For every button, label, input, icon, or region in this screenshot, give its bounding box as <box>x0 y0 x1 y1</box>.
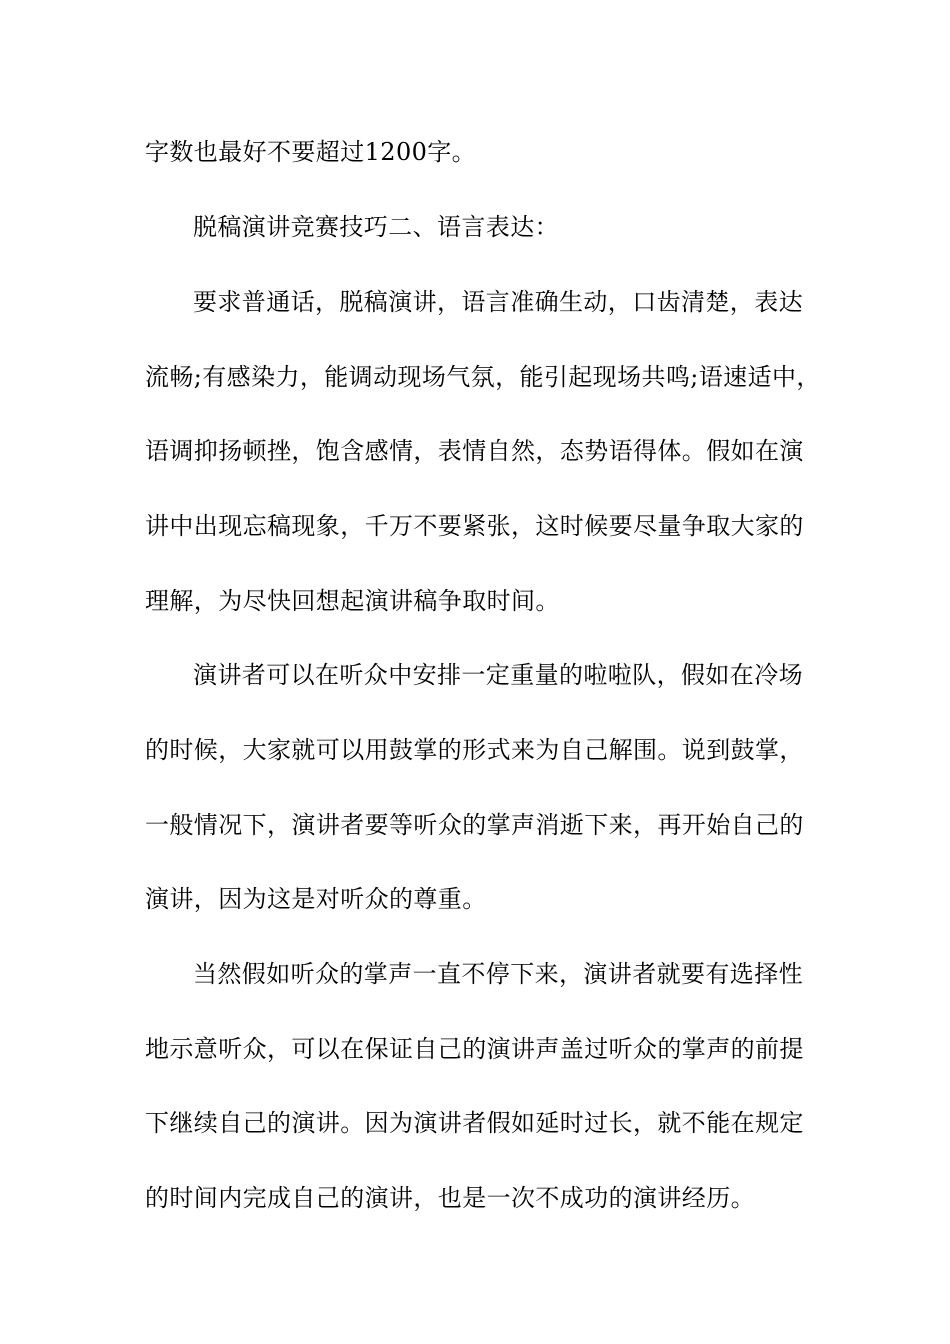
paragraph-line: 下继续自己的演讲。因为演讲者假如延时过长，就不能在规定 <box>145 1109 804 1137</box>
paragraph-line: 的时间内完成自己的演讲，也是一次不成功的演讲经历。 <box>145 1184 755 1212</box>
paragraph-line: 的时候，大家就可以用鼓掌的形式来为自己解围。说到鼓掌， <box>145 736 804 764</box>
text-line: 字数也最好不要超过1200字。 <box>145 138 477 166</box>
paragraph-line: 语调抑扬顿挫，饱含感情，表情自然，态势语得体。假如在演 <box>145 437 804 465</box>
paragraph-line: 要求普通话，脱稿演讲，语言准确生动，口齿清楚，表达 <box>193 288 803 316</box>
paragraph-line: 地示意听众，可以在保证自己的演讲声盖过听众的掌声的前提 <box>145 1035 804 1063</box>
paragraph-line: 演讲，因为这是对听众的尊重。 <box>145 885 487 913</box>
paragraph-line: 一般情况下，演讲者要等听众的掌声消逝下来，再开始自己的 <box>145 811 804 839</box>
paragraph-line: 当然假如听众的掌声一直不停下来，演讲者就要有选择性 <box>193 960 803 988</box>
paragraph-line: 讲中出现忘稿现象，千万不要紧张，这时候要尽量争取大家的 <box>145 512 804 540</box>
paragraph-line: 理解，为尽快回想起演讲稿争取时间。 <box>145 587 560 615</box>
paragraph-line: 流畅;有感染力，能调动现场气氛，能引起现场共鸣;语速适中， <box>145 363 821 391</box>
section-heading: 脱稿演讲竞赛技巧二、语言表达： <box>193 213 559 241</box>
paragraph-line: 演讲者可以在听众中安排一定重量的啦啦队，假如在冷场 <box>193 661 803 689</box>
